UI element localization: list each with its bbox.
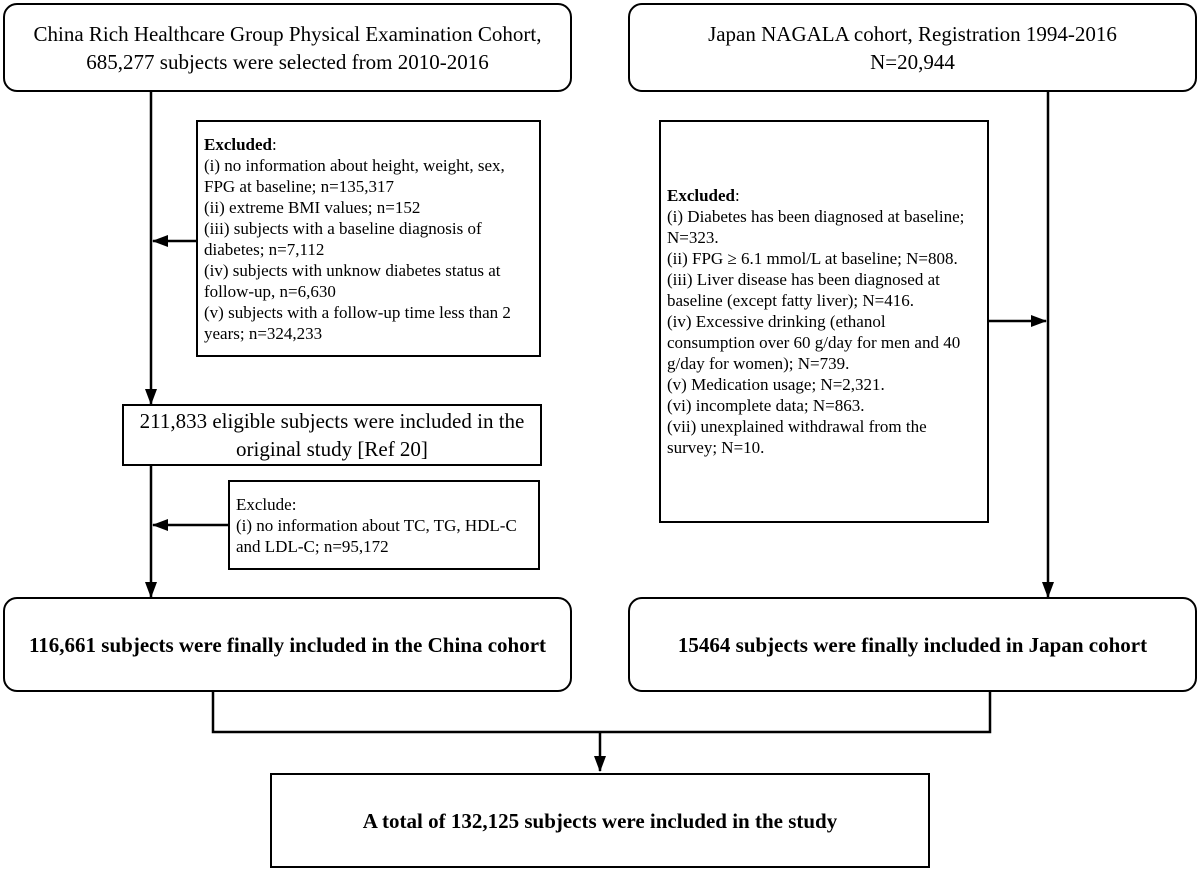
- japan-excluded-line: (v) Medication usage; N=2,321.: [667, 375, 885, 394]
- japan-source-line2: N=20,944: [870, 49, 955, 74]
- china-final-box: [3, 597, 572, 692]
- japan-excluded-line: g/day for women); N=739.: [667, 354, 850, 373]
- japan-excluded-line: (iii) Liver disease has been diagnosed at: [667, 270, 940, 289]
- china-excluded-line: (v) subjects with a follow-up time less than 2: [204, 302, 511, 322]
- china-source-line2: 685,277 subjects were selected from 2010-2016: [86, 49, 489, 74]
- china-exclude-lipids-box: [228, 480, 540, 570]
- china-excluded-line: (iv) subjects with unknow diabetes status at: [204, 260, 501, 280]
- total-box: [270, 773, 930, 868]
- china-excluded-heading-row: [204, 134, 533, 155]
- japan-final-text: 15464 subjects were finally included in Japan cohort: [677, 632, 1148, 657]
- japan-excluded-heading: Excluded: [667, 186, 736, 205]
- china-source-line1: China Rich Healthcare Group Physical Examination Cohort,: [33, 21, 542, 46]
- china-excluded-line: (ii) extreme BMI values; n=152: [204, 197, 421, 217]
- japan-source-box: [628, 3, 1197, 92]
- china-excluded-heading-suffix: :: [272, 134, 277, 154]
- china-eligible-box: [122, 404, 542, 466]
- japan-excluded-heading-suffix: :: [735, 186, 740, 205]
- china-excluded-box: [196, 120, 541, 357]
- japan-excluded-line: (vi) incomplete data; N=863.: [667, 396, 865, 415]
- china-eligible-line1: 211,833 eligible subjects were included in the: [139, 409, 525, 433]
- china-source-box: [3, 3, 572, 92]
- japan-excluded-line: (vii) unexplained withdrawal from the: [667, 417, 927, 436]
- china-excluded-line: follow-up, n=6,630: [204, 281, 336, 301]
- japan-excluded-line: N=323.: [667, 228, 719, 247]
- china-exclude-lipids-line: (i) no information about TC, TG, HDL-C: [236, 515, 517, 535]
- japan-excluded-line: baseline (except fatty liver); N=416.: [667, 291, 915, 310]
- china-exclude-lipids-heading: Exclude:: [236, 494, 297, 514]
- japan-excluded-line: consumption over 60 g/day for men and 40: [667, 333, 961, 352]
- japan-excluded-line: (ii) FPG ≥ 6.1 mmol/L at baseline; N=808.: [667, 249, 958, 268]
- japan-excluded-heading-row: [667, 185, 981, 206]
- japan-final-box: [628, 597, 1197, 692]
- japan-excluded-box: [659, 120, 989, 523]
- japan-excluded-line: (iv) Excessive drinking (ethanol: [667, 312, 886, 331]
- japan-source-line1: Japan NAGALA cohort, Registration 1994-2016: [708, 21, 1117, 46]
- china-excluded-line: years; n=324,233: [204, 323, 323, 343]
- china-excluded-heading: Excluded: [204, 134, 273, 154]
- china-excluded-line: (i) no information about height, weight, sex,: [204, 155, 505, 175]
- china-excluded-line: diabetes; n=7,112: [204, 239, 325, 259]
- japan-excluded-line: (i) Diabetes has been diagnosed at baseline;: [667, 207, 965, 226]
- china-excluded-line: (iii) subjects with a baseline diagnosis of: [204, 218, 482, 238]
- china-exclude-lipids-line: and LDL-C; n=95,172: [236, 536, 389, 556]
- china-eligible-line2: original study [Ref 20]: [236, 437, 428, 461]
- japan-excluded-line: survey; N=10.: [667, 438, 765, 457]
- merge-bracket: [213, 692, 990, 732]
- china-excluded-line: FPG at baseline; n=135,317: [204, 176, 394, 196]
- china-final-text: 116,661 subjects were finally included in the China cohort: [28, 632, 547, 657]
- total-text: A total of 132,125 subjects were included in the study: [362, 808, 838, 833]
